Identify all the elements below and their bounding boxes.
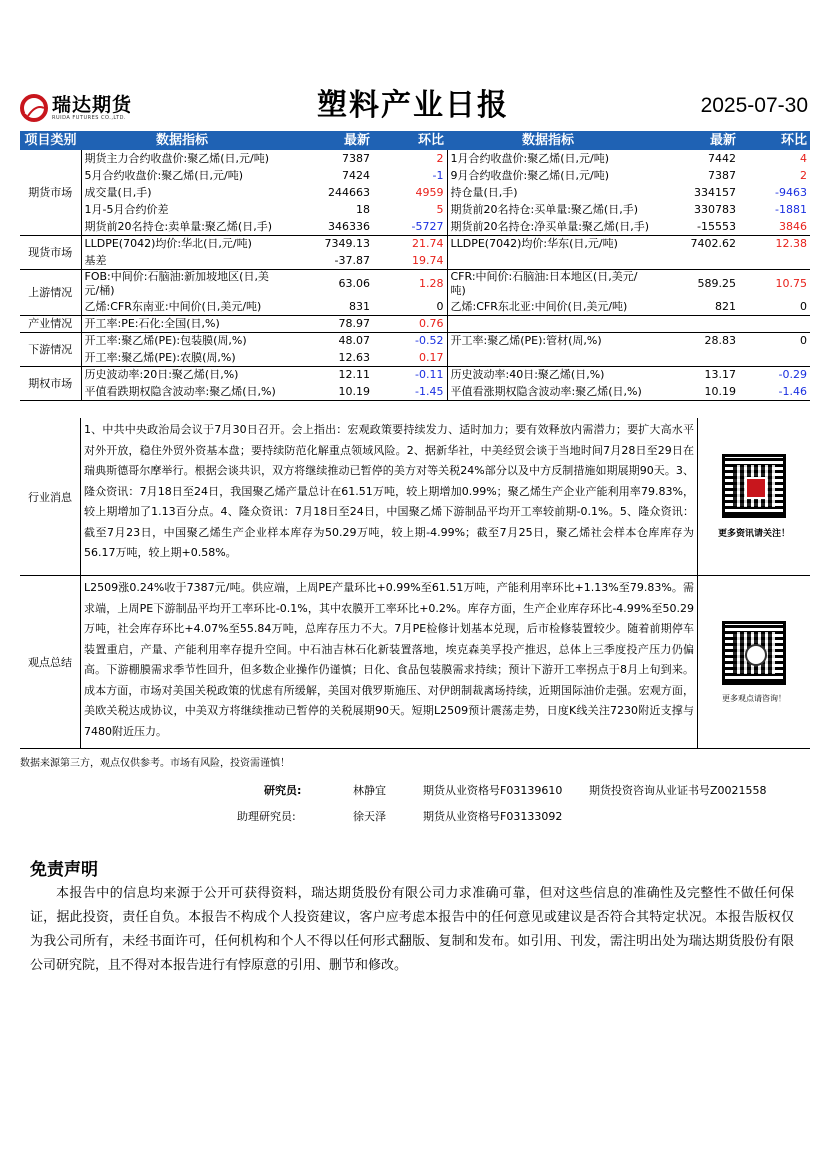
indicator-name: 开工率:聚乙烯(PE):包装膜(周,%) [84, 334, 247, 348]
latest-value [649, 252, 739, 269]
researcher-name: 林静宜 [353, 784, 386, 797]
latest-value: 12.63 [283, 349, 373, 366]
table-row [20, 235, 810, 252]
table-row [20, 298, 810, 315]
view-qr-caption: 更多观点请咨询！ [722, 693, 786, 703]
latest-value: 330783 [694, 203, 736, 216]
latest-value: 7387 [342, 152, 370, 165]
indicator-name: 期货前20名持仓:卖单量:聚乙烯(日,手) [81, 218, 283, 235]
latest-value: 7387 [708, 169, 736, 182]
view-category: 观点总结 [20, 576, 81, 748]
change-value: -1.45 [373, 383, 447, 400]
indicator-name [447, 252, 649, 269]
table-row [20, 218, 810, 235]
latest-value: 28.83 [704, 334, 736, 348]
latest-value: 821 [649, 298, 739, 315]
change-value: 3846 [739, 218, 810, 235]
change-value: 2 [800, 169, 807, 182]
latest-value: 10.19 [283, 383, 373, 400]
indicator-name: 开工率:聚乙烯(PE):管材(周,%) [450, 334, 602, 348]
change-value: 19.74 [373, 252, 447, 269]
change-value: 0 [800, 334, 807, 348]
change-value: -0.11 [373, 366, 447, 383]
indicator-name: 开工率:聚乙烯(PE):农膜(周,%) [81, 349, 283, 366]
latest-value [649, 349, 739, 366]
table-row [20, 315, 810, 332]
indicator-name [447, 315, 649, 332]
change-value: 12.38 [775, 237, 807, 251]
indicator-name [447, 349, 649, 366]
indicator-name: 历史波动率:40日:聚乙烯(日,%) [450, 368, 605, 382]
latest-value: -37.87 [283, 252, 373, 269]
change-value: -1 [373, 167, 447, 184]
row-category: 产业情况 [20, 315, 81, 332]
indicator-name: 开工率:PE:石化:全国(日,%) [81, 315, 283, 332]
table-row [20, 383, 810, 400]
table-row [20, 150, 810, 167]
view-text: L2509涨0.24%收于7387元/吨。供应端，上周PE产量环比+0.99%至61.51万吨，产能利用率环比+1.13%至79.83%。需求端，上周PE下游制品平均开工率环比-0.1%，其中农膜开工率环比+0.2%。库存方面，生产企业库存环比-4.99%至50.29万吨，社会库存环比+4.07%至55.84万吨，总库存压力不大。7月PE检修计划基本兑现，后市检修装置较少。随着前期停车装置重启，产量、产能利用率存提升空间。中石油吉林石化新装置落地，埃克森美孚投产推迟，总体上三季度投产压力仍偏高。下游棚膜需求季节性回升，但多数企业操作仍谨慎；日化、食品包装膜需求持续；预计下游开工率拐点于8月上旬到来。成本方面，市场对美国关税政策的忧虑有所缓解，美国对俄罗斯施压、对伊朗制裁离场持续，近期国际油价走强。宏观方面，美欧关税达成协议，中美双方将继续推动已暂停的关税展期90天。短期L2509预计震荡走势，日度K线关注7230附近支撑与7480附近压力。 [81, 576, 698, 748]
change-value [739, 315, 810, 332]
news-category: 行业消息 [20, 418, 81, 575]
qr-code-icon [722, 454, 786, 518]
assistant-name: 徐天泽 [353, 810, 386, 823]
latest-value: 78.97 [283, 315, 373, 332]
report-date: 2025-07-30 [700, 94, 808, 117]
header-indicator: 数据指标 [81, 131, 283, 150]
view-qr-block [698, 576, 810, 748]
header-indicator-2: 数据指标 [447, 131, 649, 150]
change-value: 1.28 [373, 269, 447, 298]
change-value: 10.75 [775, 277, 807, 291]
assistant-label: 助理研究员: [237, 810, 296, 823]
latest-value: 18 [356, 203, 370, 216]
change-value: 5 [373, 201, 447, 218]
latest-value: 334157 [694, 186, 736, 199]
table-row [20, 184, 810, 201]
indicator-name: 平值看跌期权隐含波动率:聚乙烯(日,%) [81, 383, 283, 400]
table-row [20, 201, 810, 218]
latest-value: 10.19 [649, 383, 739, 400]
table-row [20, 167, 810, 184]
table-row [20, 332, 810, 349]
table-header-row [20, 131, 810, 150]
header-category: 项目类别 [20, 131, 81, 150]
indicator-name: LLDPE(7042)均价:华东(日,元/吨) [450, 237, 618, 251]
change-value: 21.74 [373, 235, 447, 252]
news-text: 1、中共中央政治局会议于7月30日召开。会上指出：宏观政策要持续发力、适时加力；要有效释放内需潜力；要扩大高水平对外开放，稳住外贸外资基本盘；要持续防范化解重点领域风险。2、据新华社，中美经贸会谈于当地时间7月28日至29日在瑞典斯德哥尔摩举行。根据会谈共识，双方将继续推动已暂停的美方对等关税24%部分以及中方反制措施如期展期90天。3、隆众资讯：7月18日至24日，我国聚乙烯产量总计在61.51万吨，较上期增加0.99%；聚乙烯生产企业产能利用率79.83%，较上期增加了1.13百分点。4、隆众资讯：7月18日至24日，中国聚乙烯下游制品平均开工率较前期-0.1%。5、隆众资讯：截至7月23日，中国聚乙烯生产企业样本库存为50.29万吨，较上期-4.99%；截至7月25日，聚乙烯社会样本仓库库存为56.17万吨，较上期+0.58%。 [81, 418, 698, 575]
change-value: -1881 [775, 203, 807, 216]
row-category: 期权市场 [20, 366, 81, 400]
row-category: 下游情况 [20, 332, 81, 366]
change-value: 0 [739, 298, 810, 315]
latest-value: -15553 [649, 218, 739, 235]
indicator-name: CFR:中间价:石脑油:日本地区(日,美元/吨) [450, 269, 638, 297]
indicator-name: 乙烯:CFR东北亚:中间价(日,美元/吨) [447, 298, 649, 315]
change-value: 0.76 [373, 315, 447, 332]
logo-english: RUIDA FUTURES CO.,LTD. [52, 115, 127, 121]
table-row [20, 349, 810, 366]
indicator-name: 基差 [81, 252, 283, 269]
table-body [20, 150, 810, 400]
assistant-cert: 期货从业资格号F03133092 [423, 810, 563, 823]
change-value [739, 252, 810, 269]
change-value: 0.17 [373, 349, 447, 366]
header-change-2: 环比 [739, 131, 810, 150]
change-value: -0.29 [778, 368, 807, 382]
researcher-label: 研究员: [264, 784, 302, 797]
change-value: -0.52 [373, 332, 447, 349]
indicator-name: 期货主力合约收盘价:聚乙烯(日,元/吨) [84, 152, 269, 165]
disclaimer-title: 免责声明 [30, 860, 98, 880]
latest-value: 7424 [342, 169, 370, 182]
indicator-name: 平值看涨期权隐含波动率:聚乙烯(日,%) [447, 383, 649, 400]
latest-value: 13.17 [704, 368, 736, 382]
news-section [20, 418, 810, 576]
latest-value: 7442 [708, 152, 736, 165]
latest-value: 244663 [328, 186, 370, 199]
change-value [739, 349, 810, 366]
report-title: 塑料产业日报 [317, 88, 509, 123]
header-latest: 最新 [283, 131, 373, 150]
view-section [20, 576, 810, 749]
indicator-name: 历史波动率:20日:聚乙烯(日,%) [84, 368, 239, 382]
change-value: 0 [373, 298, 447, 315]
wechat-qr-code-icon [722, 621, 786, 685]
change-value: -9463 [775, 186, 807, 199]
header-change: 环比 [373, 131, 447, 150]
change-value: -5727 [373, 218, 447, 235]
row-category: 现货市场 [20, 235, 81, 269]
change-value: 4959 [373, 184, 447, 201]
indicator-name: 1月-5月合约价差 [84, 203, 169, 216]
latest-value: 63.06 [338, 277, 370, 291]
latest-value: 831 [283, 298, 373, 315]
header-latest-2: 最新 [649, 131, 739, 150]
row-category: 期货市场 [20, 150, 81, 235]
latest-value: 7402.62 [690, 237, 736, 251]
disclaimer-text: 本报告中的信息均来源于公开可获得资料，瑞达期货股份有限公司力求准确可靠，但对这些信息的准确性及完整性不做任何保证，据此投资，责任自负。本报告不构成个人投资建议，客户应考虑本报告中的任何意见或建议是否符合其特定状况。本报告版权仅为我公司所有，未经书面许可，任何机构和个人不得以任何形式翻版、复制和发布。如引用、刊发，需注明出处为瑞达期货股份有限公司研究院，且不得对本报告进行有悖原意的引用、删节和修改。 [30, 886, 794, 973]
latest-value: 48.07 [338, 334, 370, 348]
indicator-name: 持仓量(日,手) [450, 186, 518, 199]
indicator-name: 1月合约收盘价:聚乙烯(日,元/吨) [450, 152, 609, 165]
news-qr-caption: 更多资讯请关注！ [717, 529, 790, 539]
indicator-name: 期货前20名持仓:净买单量:聚乙烯(日,手) [447, 218, 649, 235]
indicator-name: 乙烯:CFR东南亚:中间价(日,美元/吨) [81, 298, 283, 315]
logo-name: 瑞达期货 [52, 94, 133, 116]
indicator-name: 成交量(日,手) [84, 186, 152, 199]
indicator-name: 期货前20名持仓:买单量:聚乙烯(日,手) [450, 203, 638, 216]
change-value: 2 [373, 150, 447, 167]
change-value: -1.46 [739, 383, 810, 400]
latest-value: 12.11 [338, 368, 370, 382]
researcher-consult-cert: 期货投资咨询从业证书号Z0021558 [589, 784, 767, 797]
news-qr-block [698, 418, 810, 575]
indicator-name: LLDPE(7042)均价:华北(日,元/吨) [84, 237, 252, 251]
table-row [20, 366, 810, 383]
indicator-name: FOB:中间价:石脑油:新加坡地区(日,美元/桶) [84, 269, 269, 297]
table-row [20, 269, 810, 298]
indicator-name: 5月合约收盘价:聚乙烯(日,元/吨) [84, 169, 243, 182]
latest-value [649, 315, 739, 332]
data-table [20, 131, 810, 401]
latest-value: 7349.13 [324, 237, 370, 251]
indicator-name: 9月合约收盘价:聚乙烯(日,元/吨) [450, 169, 609, 182]
latest-value: 589.25 [697, 277, 736, 291]
row-category: 上游情况 [20, 269, 81, 315]
table-row [20, 252, 810, 269]
change-value: 4 [800, 152, 807, 165]
latest-value: 346336 [283, 218, 373, 235]
researcher-cert: 期货从业资格号F03139610 [423, 784, 563, 797]
source-note: 数据来源第三方，观点仅供参考。市场有风险，投资需谨慎！ [20, 758, 290, 769]
